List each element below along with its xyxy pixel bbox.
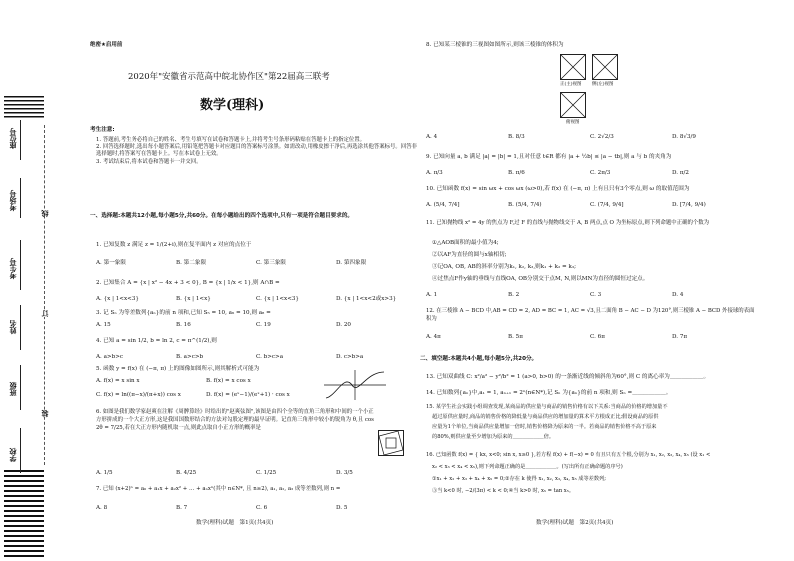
q8-opt-a: A. 4 [426, 134, 438, 140]
q6-opt-c: C. 1/25 [256, 470, 277, 476]
left-footer: 数学(理科)试题 第1页(共4页) [196, 520, 274, 526]
subject-title: 数学(理科) [200, 98, 265, 113]
q11-item-2: ②以AF为直径的圆与x轴相切; [432, 252, 507, 258]
q16-line-2: x₂ < x₃ < x₄ < x₅),则下列命题正确的是＿＿＿＿＿＿。(写出所有正确命题的序号) [432, 464, 623, 470]
notes-title: 考生注意: [90, 127, 115, 133]
binding-strip [0, 0, 60, 561]
q10-stem: 10. 已知函数 f(x) = sin ωx + cos ωx (ω>0),若 f(x) 在 (−π, π) 上有且只有3个零点,则 ω 的取值范围为 [426, 186, 690, 192]
q2-stem: 2. 已知集合 A = {x | x² − 4x + 3 < 0}, B = {x | 1/x < 1},则 A∩B = [96, 280, 280, 286]
side-view-label: 侧(左)视图 [592, 82, 614, 87]
front-view-label: 正(主)视图 [560, 82, 582, 87]
q2-opt-b: B. {x | 1<x} [176, 296, 211, 302]
q11-item-1: ①△AOB面积的最小值为4; [432, 240, 499, 246]
q9-stem: 9. 已知向量 a, b 满足 |a| = |b| = 1,且对任意 t∈R 都有 |a + ½b| ≤ |a − tb|,则 a 与 b 的夹角为 [426, 154, 672, 160]
seal-label-xian: 线 [41, 210, 49, 217]
q6-opt-d: D. 3/5 [336, 470, 353, 476]
q12-opt-a: A. 4π [426, 334, 441, 340]
q16-line-4: ③当 k<0 时, −2/(3π) < k < 0;④当 k>0 时, x₅ = tan x₅。 [432, 488, 575, 494]
seat-number-label: 座位号 [9, 128, 17, 149]
q3-opt-b: B. 16 [176, 322, 191, 328]
q16-line-1: 16. 已知函数 f(x) = { kx, x<0; sin x, x≥0 },若方程 f(x) + f(−x) = 0 有且只有五个根,分别为 x₁, x₂, x₃, x₄, x₅ (设 x₁ < [426, 452, 711, 458]
q12-opt-c: C. 6π [590, 334, 605, 340]
top-view-label: 俯视图 [566, 120, 580, 125]
q11-item-4: ④过焦点F作y轴的垂线与直线OA, OB分别交于点M, N,则以MN为直径的圆恒过定点。 [432, 276, 649, 282]
q15-line-3: 应量为1个单位,当商品供应量增加一倍时,销售价格降为原来的一半。若商品的销售价格不高于原来 [432, 424, 657, 430]
q7-opt-a: A. 8 [96, 505, 108, 511]
q10-opt-b: B. (5/4, 7/4) [508, 202, 542, 208]
q11-item-3: ③记OA, OB, AB的斜率分别为k₁, k₂, k₃,则k₁ + k₂ = k₃; [432, 264, 576, 270]
q7-opt-b: B. 7 [176, 505, 188, 511]
side-view-figure [592, 54, 618, 80]
q4-opt-c: C. b>c>a [256, 354, 284, 360]
q5-graph [322, 368, 388, 402]
exam-title: 2020年"安徽省示范高中皖北协作区"第22届高三联考 [128, 72, 330, 82]
seal-label-zhuang: 装 [41, 410, 49, 417]
q9-opt-d: D. π/2 [672, 170, 689, 176]
class-field[interactable] [20, 365, 21, 410]
q2-opt-d: D. {x | 1<x<2或x>3} [336, 296, 397, 302]
q5-opt-d: D. f(x) = (eˣ−1)/(eˣ+1) · cos x [206, 392, 290, 398]
q3-opt-a: A. 15 [96, 322, 111, 328]
top-view-figure [560, 92, 586, 118]
q11-opt-d: D. 4 [672, 292, 684, 298]
q3-opt-c: C. 19 [256, 322, 271, 328]
q1-opt-b: B. 第二象限 [176, 260, 207, 266]
secret-header: 绝密★启用前 [90, 42, 123, 48]
q3-opt-d: D. 20 [336, 322, 351, 328]
q8-opt-b: B. 8/3 [508, 134, 525, 140]
q10-opt-c: C. (7/4, 9/4] [590, 202, 624, 208]
q4-opt-b: B. a>c>b [176, 354, 204, 360]
q9-opt-a: A. π/3 [426, 170, 443, 176]
q5-opt-c: C. f(x) = ln((π−x)/(π+x)) cos x [96, 392, 181, 398]
q8-stem: 8. 已知某三棱锥的三视图如图所示,则该三棱锥的体积为 [426, 42, 564, 48]
q12-opt-d: D. 7π [672, 334, 688, 340]
exam-room-field[interactable] [20, 178, 21, 218]
q6-stem: 6. 如图是我们数学家赵爽在注解《周髀算经》时给出的"赵爽弦图",该图是由四个全等的直角三角形和中间的一个小正方形拼成的一个大正方形,这是我国国数形结合的方法对勾股定理的最早证明。记直角三角形中较小的锐角为 θ,且 cos 2θ = 7/25,若在大正方形内随机取一点,则此点取自小正方形的概率是 [96, 409, 374, 431]
q6-opt-a: A. 1/5 [96, 470, 113, 476]
section2-title: 二、填空题:本题共4小题,每小题5分,共20分。 [420, 356, 538, 362]
q1-opt-a: A. 第一象限 [96, 260, 126, 266]
right-footer: 数学(理科)试题 第2页(共4页) [536, 520, 614, 526]
section1-title: 一、选择题:本题共12小题,每小题5分,共60分。在每小题给出的四个选项中,只有一项是符合题目要求的。 [90, 213, 354, 219]
q7-opt-d: D. 5 [336, 505, 348, 511]
q12-stem: 12. 在三棱锥 A − BCD 中,AB = CD = 2, AD = BC = 1, AC = √3,且二面角 B − AC − D 为120°,则三棱锥 A − BCD 外接球的表面积为 [426, 308, 755, 322]
q11-opt-c: C. 3 [590, 292, 602, 298]
q7-opt-c: C. 6 [256, 505, 268, 511]
q1-opt-d: D. 第四象限 [336, 260, 367, 266]
school-field[interactable] [20, 428, 21, 473]
candidate-number-field[interactable] [20, 240, 21, 290]
note-1: 1. 答题前,考生务必将自己的姓名、考生号填写在试卷和答题卡上,并将考生号条形码粘贴在答题卡上的指定位置。 [96, 137, 366, 143]
q15-line-4: 的80%,则供应量至少增加为原来的＿＿＿＿＿＿倍。 [432, 434, 555, 440]
q4-opt-a: A. a>b>c [96, 354, 124, 360]
q11-stem: 11. 已知抛物线 x² = 4y 的焦点为 F,过 F 的直线与抛物线交于 A, B 两点,点 O 为坐标原点,则下列命题中正确的个数为 [426, 220, 710, 226]
q14-stem: 14. 已知数列{aₙ}中,a₁ = 1, aₙ₊₁ = 2ⁿ(n∈N*),记 Sₙ 为{aₙ}的前 n 项和,则 Sₙ =＿＿＿＿＿＿。 [426, 390, 672, 396]
q5-opt-a: A. f(x) = x sin x [96, 378, 140, 384]
binding-bars-top [4, 96, 44, 120]
q6-opt-b: B. 4/25 [176, 470, 197, 476]
q7-stem: 7. 已知 (x+2)ⁿ = a₀ + a₁x + a₂x² + … + aₙxⁿ(其中 n∈N*, 且 n≥2), a₁, a₂, a₃ 成等差数列,则 n = [96, 486, 341, 492]
note-3: 3. 考试结束后,将本试卷和答题卡一并交回。 [96, 158, 202, 165]
school-label: 学校 [9, 448, 17, 462]
q13-stem: 13. 已知双曲线 C: x²/a² − y²/b² = 1 (a>0, b>0) 的一条渐近线的倾斜角为60°,则 C 的离心率为＿＿＿＿＿＿。 [426, 374, 710, 380]
zhao-shuang-diagram [378, 430, 404, 456]
q12-opt-b: B. 5π [508, 334, 523, 340]
q15-line-2: 超过原供应量时,商品的销售价格的降低量与商品供应的增加量的算术平方根成正比;假设商品的原供 [432, 414, 659, 420]
q9-opt-b: B. π/6 [508, 170, 525, 176]
seal-label-ding: 订 [41, 310, 49, 317]
q1-stem: 1. 已知复数 z 满足 z = 1/(2+i),则在复平面内 z 对应的点位于 [96, 242, 252, 248]
seat-number-field[interactable] [20, 120, 21, 160]
candidate-number-label: 考生号 [9, 258, 17, 279]
q15-line-1: 15. 某学生社会实践小组调查发现,某商品的供应量与商品的销售价格有以下关系:当商品的价格的增加量不 [426, 404, 668, 410]
note-2: 2. 回答选择题时,选出每小题答案后,用铅笔把答题卡对应题目的答案标号涂黑。如需改动,用橡皮擦干净后,再选涂其他答案标号。回答非选择题时,将答案写在答题卡上。写在本试卷上无效。 [96, 144, 417, 158]
q5-opt-b: B. f(x) = x cos x [206, 378, 251, 384]
notes-block [96, 137, 418, 166]
q1-opt-c: C. 第三象限 [256, 260, 287, 266]
q10-opt-a: A. (5/4, 7/4] [426, 202, 460, 208]
front-view-figure [560, 54, 586, 80]
name-label: 姓名 [9, 320, 17, 334]
q4-opt-d: D. c>b>a [336, 354, 364, 360]
exam-room-label: 考场号 [9, 190, 17, 211]
q3-stem: 3. 记 Sₙ 为等差数列{aₙ}的前 n 项和,已知 S₅ = 10, a₆ = 10,则 a₈ = [96, 310, 271, 316]
q2-opt-a: A. {x | 1<x<3} [96, 296, 139, 302]
q10-opt-d: D. [7/4, 9/4) [672, 202, 706, 208]
q11-opt-a: A. 1 [426, 292, 438, 298]
class-label: 班级 [9, 382, 17, 396]
name-field[interactable] [20, 305, 21, 350]
q8-opt-c: C. 2√2/3 [590, 134, 614, 140]
q16-line-3: ①x₁ + x₂ + x₃ + x₄ + x₅ = 0;②存在 k 使得 x₁, x₂, x₃, x₄, x₅ 成等差数列; [432, 476, 606, 482]
q4-stem: 4. 已知 a = sin 1/2, b = ln 2, c = π^(1/2),则 [96, 338, 217, 344]
q9-opt-c: C. 2π/3 [590, 170, 611, 176]
binding-bars-bottom [4, 470, 44, 560]
q8-opt-d: D. 8√3/9 [672, 134, 696, 140]
q11-opt-b: B. 2 [508, 292, 520, 298]
q2-opt-c: C. {x | 1<x<3} [256, 296, 299, 302]
q5-stem: 5. 函数 y = f(x) 在 (−π, π) 上的图像如图所示,则其解析式可能为 [96, 366, 260, 372]
